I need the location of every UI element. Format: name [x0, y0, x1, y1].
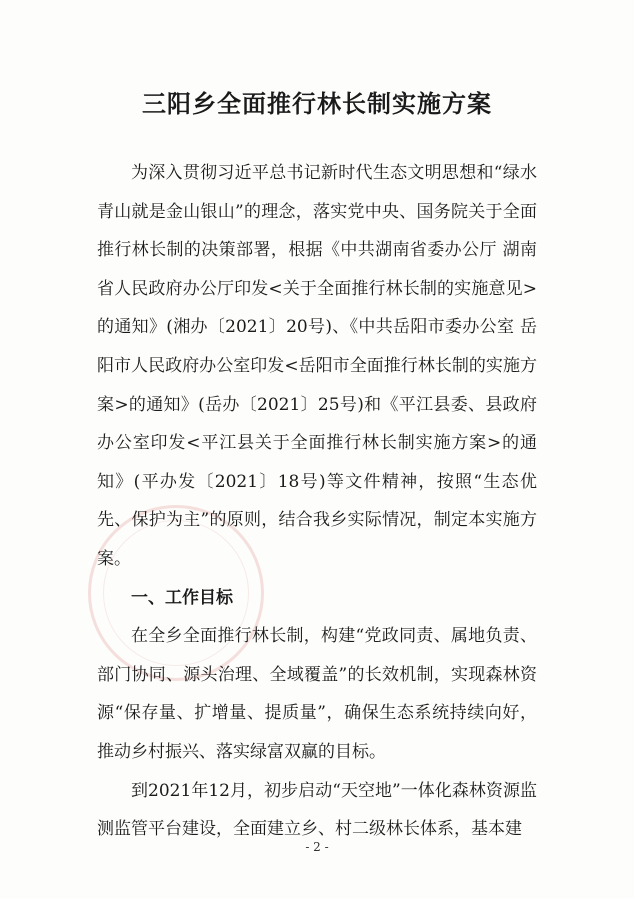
section-paragraph-goals: 在全乡全面推行林长制，构建“党政同责、属地负责、部门协同、源头治理、全域覆盖”的长效机制，实现森林资源“保存量、扩增量、提质量”，确保生态系统持续向好，推动乡村振兴、落实绿富双赢的目标。: [97, 626, 537, 762]
document-title: 三阳乡全面推行林长制实施方案: [142, 90, 492, 118]
document-body: [97, 154, 537, 849]
section-heading-work-goals: 一、工作目标: [131, 587, 233, 608]
section-paragraph-timeline: 到2021年12月，初步启动“天空地”一体化森林资源监测监管平台建设，全面建立乡、村二级林长体系，基本建: [97, 780, 537, 840]
intro-paragraph: 为深入贯彻习近平总书记新时代生态文明思想和“绿水青山就是金山银山”的理念，落实党中央、国务院关于全面推行林长制的决策部署，根据《中共湖南省委办公厅 湖南省人民政府办公厅印发<关于全面推行林长制的实施意见>的通知》(湘办〔2021〕20号)、《中共岳阳市委办公室 岳阳市人民政府办公室印发<岳阳市全面推行林长制的实施方案>的通知》(岳办〔2021〕25号)和《平江县委、县政府办公室印发<平江县关于全面推行林长制实施方案>的通知》(平办发〔2021〕18号)等文件精神，按照“生态优先、保护为主”的原则，结合我乡实际情况，制定本实施方案。: [97, 163, 537, 569]
page-number: - 2 -: [305, 840, 329, 854]
